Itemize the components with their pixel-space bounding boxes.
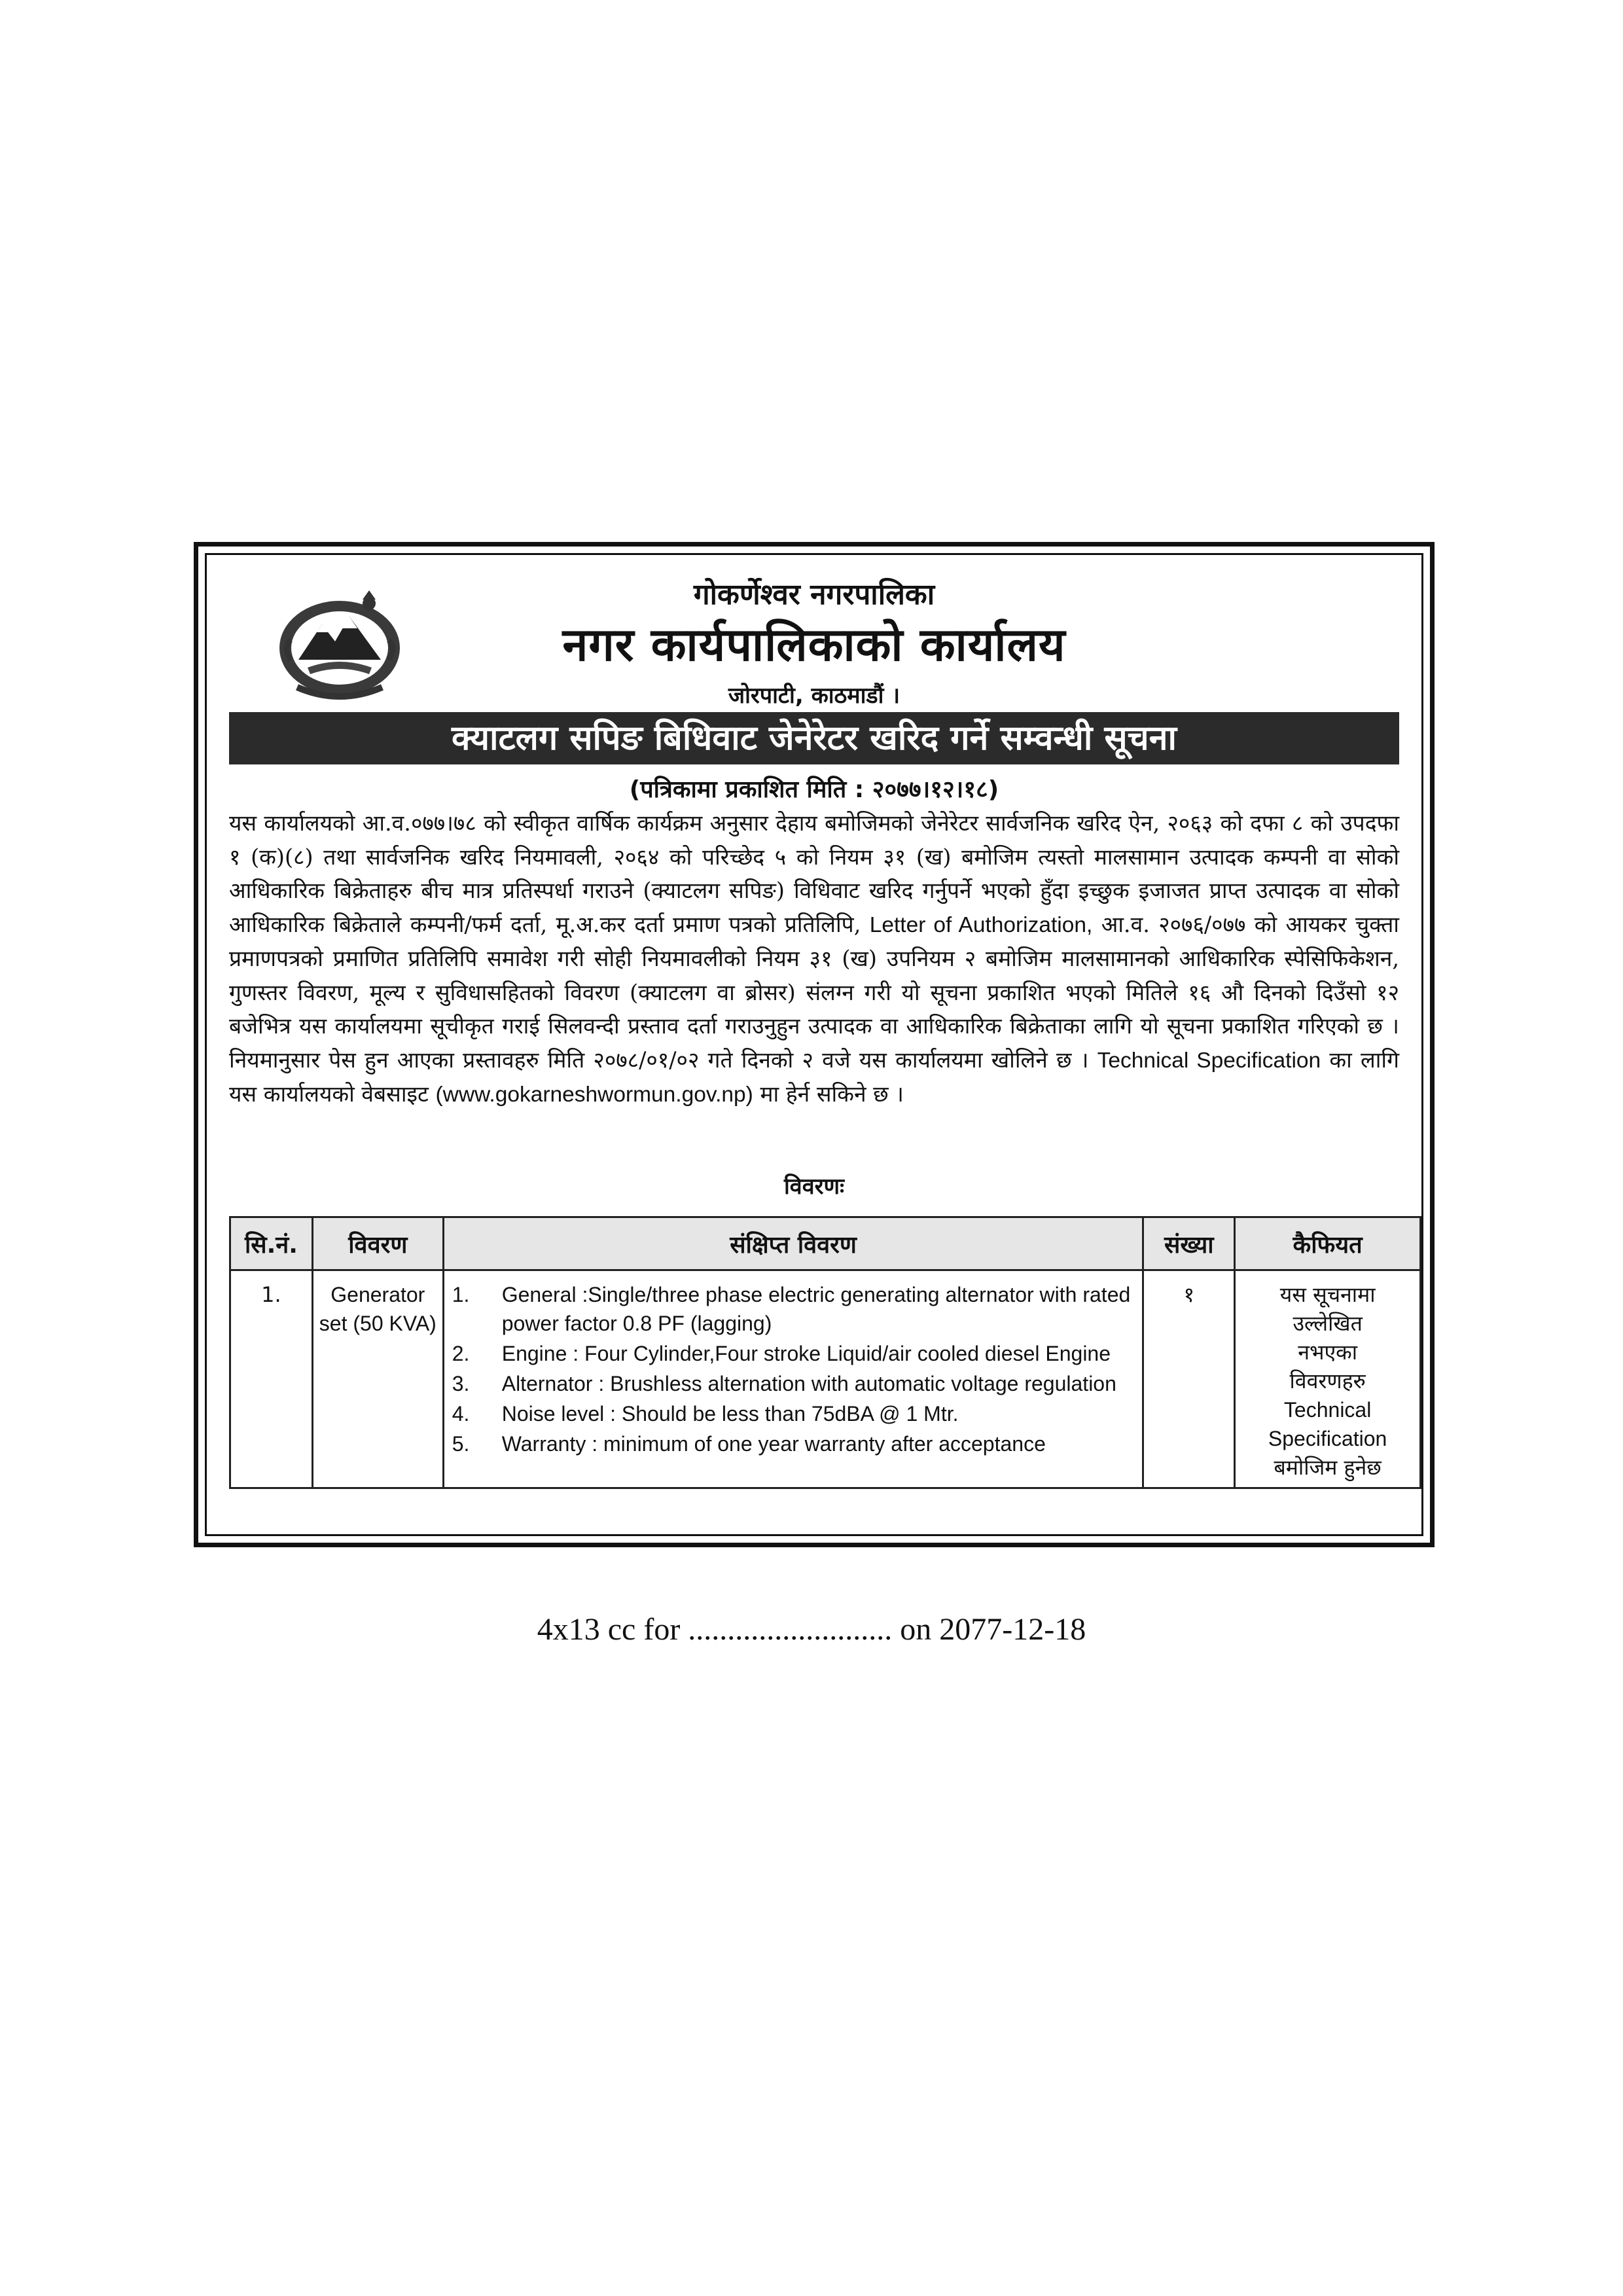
header-serial-number: सि.नं. [230,1217,313,1270]
remarks-line: बमोजिम हुनेछ [1274,1455,1382,1480]
body-part-1: यस कार्यालयको आ.व.०७७।७८ को स्वीकृत वार्षिक कार्यक्रम अनुसार देहाय बमोजिमको जेनेरेटर सार्वजनिक खरिद ऐन, २०६३ को दफा ८ को उपदफा १ (क)(८) तथा सार्वजनिक खरिद नियमावली, २०६४ को परिच्छेद ५ को नियम ३१ (ख) बमोजिम त्यस्तो मालसामान उत्पादक कम्पनी वा सोको आधिकारिक बिक्रेताहरु बीच मात्र प्रतिस्पर्धा गराउने (क्याटलग सपिङ) विधिवाट खरिद गर्नुपर्ने भएको हुँदा इच्छुक इजाजत प्राप्त उत्पादक वा सोको आधिकारिक बिक्रेताले कम्पनी/फर्म दर्ता, मू.अ.कर दर्ता प्रमाण पत्रको प्रतिलिपि, [229,810,1399,937]
body-part-2: आ.व. २०७६/०७७ को आयकर चुक्ता प्रमाणपत्रको प्रमाणित प्रतिलिपि समावेश गरी सोही नियमावलीको नियम ३१ (ख) उपनियम २ बमोजिम मालसामानको आधिकारिक स्पेसिफिकेशन, गुणस्तर विवरण, मूल्य र सुविधासहितको विवरण (क्याटलग वा ब्रोसर) संलग्न गरी यो सूचना प्रकाशित भएको मितिले १६ औ दिनको दिउँसो १२ बजेभित्र यस कार्यालयमा सूचीकृत गराई सिलवन्दी प्रस्ताव दर्ता गराउनुहुन उत्पादक वा आधिकारिक बिक्रेताका लागि यो सूचना प्रकाशित गरिएको छ । नियमानुसार पेस हुन आएका प्रस्तावहरु मिति २०७८/०१/०२ गते दिनको २ वजे यस कार्यालयमा खोलिने छ । [229,911,1399,1073]
row-brief-description [443,1270,1143,1488]
brief-item [452,1369,1136,1398]
brief-item-number: 2. [452,1342,470,1365]
remarks-line: यस सूचनामा [1279,1282,1376,1307]
municipality-name: गोकर्णेश्वर नगरपालिका [693,578,935,611]
brief-item [452,1280,1136,1338]
technical-specification-text: Technical Specification [1097,1048,1321,1073]
remarks-line: उल्लेखित [1293,1311,1363,1336]
body-part-4: मा हेर्न सकिने छ । [760,1081,904,1107]
notice-title: क्याटलग सपिङ बिधिवाट जेनेरेटर खरिद गर्ने सम्वन्धी सूचना [229,712,1399,764]
row-quantity: १ [1143,1270,1235,1488]
notice-inner-border [205,553,1423,1536]
remarks-line: Technical [1283,1398,1372,1422]
brief-item-text: Engine : Four Cylinder,Four stroke Liquid/air cooled diesel Engine [501,1342,1111,1365]
office-address: जोरपाटी, काठमाडौं । [728,683,901,709]
header-remarks: कैफियत [1235,1217,1421,1270]
table-header-row [230,1217,1421,1270]
body-part-3: का लागि यस कार्यालयको वेबसाइट [229,1047,1399,1107]
brief-item-text: Warranty : minimum of one year warranty after acceptance [501,1432,1046,1456]
office-name: नगर कार्यपालिकाको कार्यालय [562,618,1066,672]
brief-item [452,1339,1136,1368]
brief-item [452,1429,1136,1458]
brief-item-text: General :Single/three phase electric generating alternator with rated power factor 0.8 PF (lagging) [501,1283,1131,1335]
table-row [230,1270,1421,1488]
brief-item [452,1399,1136,1428]
publication-date: (पत्रिकामा प्रकाशित मिति : २०७७।१२।१८) [629,776,999,803]
website-link[interactable]: (www.gokarneshwormun.gov.np) [435,1083,753,1107]
brief-item-text: Alternator : Brushless alternation with automatic voltage regulation [501,1372,1116,1395]
notice-box [194,542,1435,1547]
header-brief-description: संक्षिप्त विवरण [443,1217,1143,1270]
row-serial-number: 1. [230,1270,313,1488]
remarks-line: नभएका [1298,1340,1358,1365]
specification-table [229,1216,1421,1489]
remarks-line: Specification [1268,1427,1387,1450]
header-quantity: संख्या [1143,1217,1235,1270]
letter-of-authorization: Letter of Authorization, [869,912,1093,937]
row-description: Generator set (50 KVA) [312,1270,443,1488]
row-remarks [1235,1270,1421,1488]
brief-item-number: 5. [452,1432,470,1456]
brief-item-number: 4. [452,1402,470,1426]
footer-note: 4x13 cc for .......................... on 2077-12-18 [537,1612,1086,1647]
notice-body [229,806,1399,1112]
brief-item-number: 3. [452,1372,470,1395]
header-description: विवरण [312,1217,443,1270]
remarks-line: विवरणहरु [1289,1369,1366,1393]
brief-item-text: Noise level : Should be less than 75dBA @ 1 Mtr. [501,1402,959,1426]
brief-item-number: 1. [452,1283,470,1306]
details-heading: विवरणः [784,1174,844,1200]
